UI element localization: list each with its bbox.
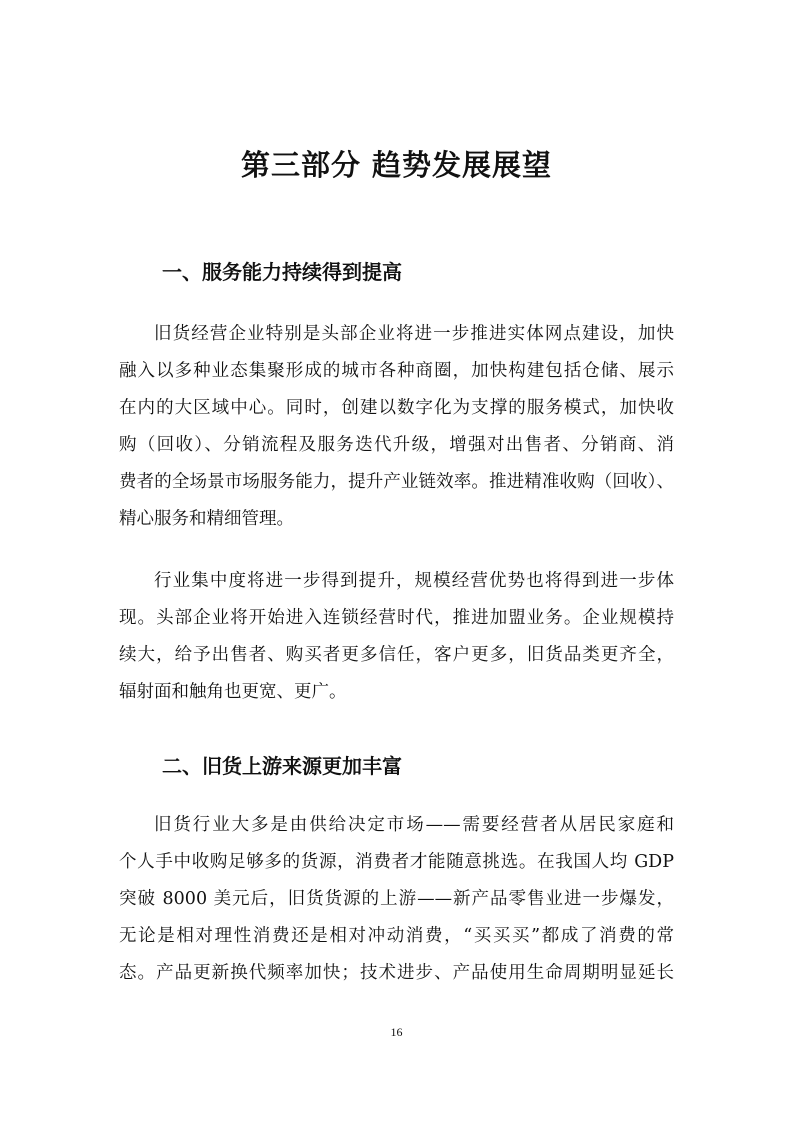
paragraph-line: 突破 8000 美元后，旧货货源的上游——新产品零售业进一步爆发， bbox=[119, 889, 674, 909]
paragraph-line: 辐射面和触角也更宽、更广。 bbox=[119, 682, 347, 702]
paragraph-line: 续大，给予出售者、购买者更多信任，客户更多，旧货品类更齐全， bbox=[119, 645, 674, 665]
paragraph-line: 态。产品更新换代频率加快；技术进步、产品使用生命周期明显延长 bbox=[119, 963, 674, 983]
paragraph-line: 在内的大区域中心。同时，创建以数字化为支撑的服务模式，加快收 bbox=[119, 398, 674, 418]
paragraph-line: 旧货行业大多是由供给决定市场——需要经营者从居民家庭和 bbox=[154, 815, 674, 835]
paragraph-line: 费者的全场景市场服务能力，提升产业链效率。推进精准收购（回收）、 bbox=[119, 472, 674, 492]
part-title: 第三部分 趋势发展展望 bbox=[240, 148, 553, 182]
paragraph-line: 融入以多种业态集聚形成的城市各种商圈，加快构建包括仓储、展示 bbox=[119, 361, 674, 381]
paragraph-line: 购（回收）、分销流程及服务迭代升级，增强对出售者、分销商、消 bbox=[119, 435, 674, 455]
paragraph-line: 旧货经营企业特别是头部企业将进一步推进实体网点建设，加快 bbox=[154, 324, 674, 344]
paragraph-line: 精心服务和精细管理。 bbox=[119, 509, 294, 529]
paragraph-line: 行业集中度将进一步得到提升，规模经营优势也将得到进一步体 bbox=[154, 571, 674, 591]
section-heading-service-capability: 一、服务能力持续得到提高 bbox=[162, 260, 402, 284]
paragraph-line: 个人手中收购足够多的货源，消费者才能随意挑选。在我国人均 GDP bbox=[119, 852, 674, 872]
page-number: 16 bbox=[390, 1025, 403, 1039]
paragraph-line: 现。头部企业将开始进入连锁经营时代，推进加盟业务。企业规模持 bbox=[119, 608, 674, 628]
section-heading-upstream-sources: 二、旧货上游来源更加丰富 bbox=[162, 754, 402, 778]
paragraph bbox=[119, 316, 674, 538]
paragraph bbox=[119, 563, 674, 711]
paragraph bbox=[119, 807, 674, 992]
paragraph-line: 无论是相对理性消费还是相对冲动消费，“买买买”都成了消费的常 bbox=[119, 926, 674, 946]
